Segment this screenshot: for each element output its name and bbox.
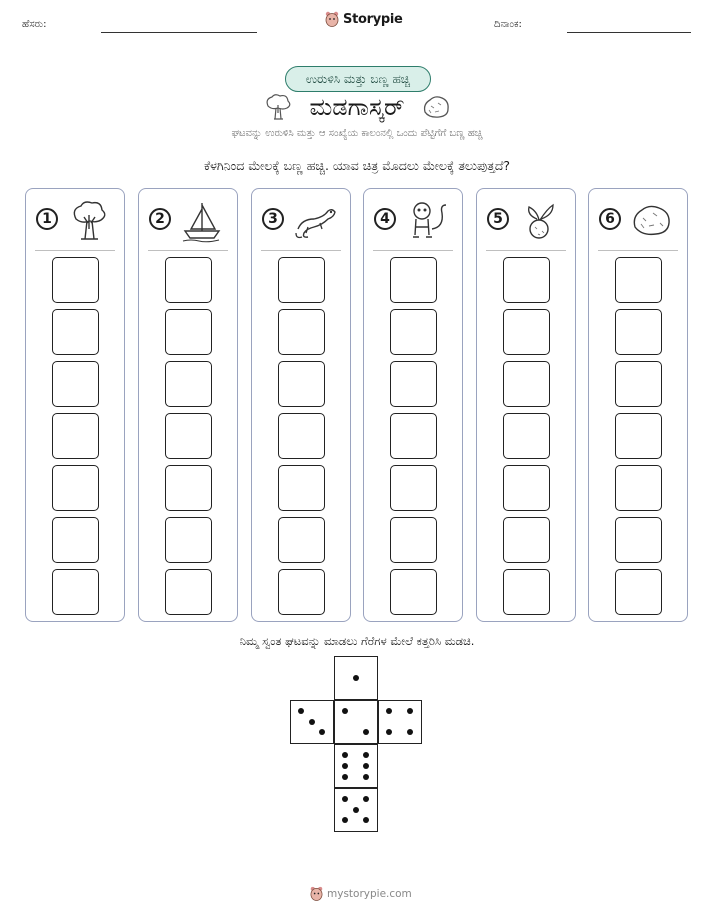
die-pip bbox=[363, 729, 369, 735]
color-box[interactable] bbox=[165, 413, 212, 459]
column-5 bbox=[476, 188, 576, 622]
die-pip bbox=[309, 719, 315, 725]
die-pip bbox=[363, 763, 369, 769]
die-face-5 bbox=[334, 788, 378, 832]
color-box[interactable] bbox=[278, 257, 325, 303]
color-box[interactable] bbox=[503, 361, 550, 407]
die-pip bbox=[342, 796, 348, 802]
column-number: 2 bbox=[149, 208, 171, 230]
color-box[interactable] bbox=[278, 413, 325, 459]
cut-instructions: ನಿಮ್ಮ ಸ್ವಂತ ಘಟವನ್ನು ಮಾಡಲು ಗೆರೆಗಳ ಮೇಲೆ ಕತ್ತರಿಸಿ ಮಡಚಿ. bbox=[239, 634, 475, 648]
color-box[interactable] bbox=[52, 361, 99, 407]
color-box[interactable] bbox=[165, 569, 212, 615]
sailboat-icon bbox=[179, 199, 225, 243]
die-pip bbox=[298, 708, 304, 714]
column-6 bbox=[588, 188, 688, 622]
date-line bbox=[567, 32, 691, 33]
color-box[interactable] bbox=[503, 309, 550, 355]
die-pip bbox=[342, 752, 348, 758]
die-face-3 bbox=[290, 700, 334, 744]
color-box[interactable] bbox=[278, 361, 325, 407]
color-box[interactable] bbox=[390, 361, 437, 407]
footer bbox=[310, 886, 412, 901]
date-label: ದಿನಾಂಕ: bbox=[494, 19, 522, 30]
die-face-6 bbox=[334, 744, 378, 788]
color-box[interactable] bbox=[615, 309, 662, 355]
color-box[interactable] bbox=[52, 569, 99, 615]
color-box[interactable] bbox=[165, 257, 212, 303]
die-net bbox=[290, 656, 424, 834]
baobab-tree-icon bbox=[263, 93, 293, 121]
column-number: 5 bbox=[487, 208, 509, 230]
die-pip bbox=[363, 752, 369, 758]
color-box[interactable] bbox=[165, 465, 212, 511]
rock-icon bbox=[629, 199, 675, 243]
column-number: 6 bbox=[599, 208, 621, 230]
color-box[interactable] bbox=[390, 517, 437, 563]
die-pip bbox=[363, 796, 369, 802]
color-box[interactable] bbox=[615, 413, 662, 459]
die-face-2 bbox=[334, 700, 378, 744]
die-pip bbox=[363, 817, 369, 823]
color-box[interactable] bbox=[165, 517, 212, 563]
column-number: 3 bbox=[262, 208, 284, 230]
color-box[interactable] bbox=[503, 465, 550, 511]
column-3 bbox=[251, 188, 351, 622]
color-box[interactable] bbox=[165, 309, 212, 355]
die-pip bbox=[342, 817, 348, 823]
storypie-mascot-icon bbox=[310, 886, 323, 901]
die-face-4 bbox=[378, 700, 422, 744]
color-box[interactable] bbox=[278, 517, 325, 563]
color-box[interactable] bbox=[52, 413, 99, 459]
color-box[interactable] bbox=[390, 413, 437, 459]
color-box[interactable] bbox=[278, 309, 325, 355]
color-box[interactable] bbox=[615, 465, 662, 511]
die-pip bbox=[407, 729, 413, 735]
color-box[interactable] bbox=[52, 309, 99, 355]
color-box[interactable] bbox=[615, 517, 662, 563]
color-box[interactable] bbox=[503, 517, 550, 563]
color-box[interactable] bbox=[390, 309, 437, 355]
column-1 bbox=[25, 188, 125, 622]
instructions: ಘಟವನ್ನು ಉರುಳಿಸಿ ಮತ್ತು ಆ ಸಂಖ್ಯೆಯ ಕಾಲಂನಲ್ಲಿ ಒಂದು ಪೆಟ್ಟಿಗೆಗೆ ಬಣ್ಣ ಹಚ್ಚಿ bbox=[231, 128, 483, 139]
chameleon-icon bbox=[292, 199, 338, 243]
color-box[interactable] bbox=[390, 465, 437, 511]
color-box[interactable] bbox=[390, 569, 437, 615]
color-box[interactable] bbox=[52, 257, 99, 303]
lemur-icon bbox=[404, 199, 450, 243]
page-title bbox=[0, 93, 714, 127]
color-box[interactable] bbox=[390, 257, 437, 303]
color-box[interactable] bbox=[503, 569, 550, 615]
rock-icon bbox=[421, 94, 451, 120]
column-number: 1 bbox=[36, 208, 58, 230]
lychee-fruit-icon bbox=[517, 199, 563, 243]
color-box[interactable] bbox=[503, 413, 550, 459]
brand-name: Storypie bbox=[343, 11, 403, 27]
color-box[interactable] bbox=[52, 517, 99, 563]
storypie-mascot-icon bbox=[325, 11, 339, 27]
brand-logo bbox=[325, 11, 403, 27]
question-text: ಕೆಳಗಿನಿಂದ ಮೇಲಕ್ಕೆ ಬಣ್ಣ ಹಚ್ಚಿ. ಯಾವ ಚಿತ್ರ ಮೊದಲು ಮೇಲಕ್ಕೆ ತಲುಪುತ್ತದೆ? bbox=[203, 158, 511, 173]
die-pip bbox=[353, 675, 359, 681]
footer-url: mystorypie.com bbox=[327, 887, 412, 900]
die-pip bbox=[353, 807, 359, 813]
die-pip bbox=[319, 729, 325, 735]
die-face-1 bbox=[334, 656, 378, 700]
column-4 bbox=[363, 188, 463, 622]
baobab-tree-icon bbox=[66, 199, 112, 243]
color-box[interactable] bbox=[615, 361, 662, 407]
name-label: ಹೆಸರು: bbox=[22, 19, 47, 30]
die-pip bbox=[386, 708, 392, 714]
color-box[interactable] bbox=[615, 257, 662, 303]
column-number: 4 bbox=[374, 208, 396, 230]
color-box[interactable] bbox=[278, 569, 325, 615]
die-pip bbox=[342, 708, 348, 714]
activity-badge: ಉರುಳಿಸಿ ಮತ್ತು ಬಣ್ಣ ಹಚ್ಚಿ bbox=[285, 66, 431, 92]
color-box[interactable] bbox=[615, 569, 662, 615]
title-text: ಮಡಗಾಸ್ಕರ್ bbox=[309, 93, 405, 121]
column-2 bbox=[138, 188, 238, 622]
die-pip bbox=[342, 774, 348, 780]
color-box[interactable] bbox=[278, 465, 325, 511]
color-box[interactable] bbox=[52, 465, 99, 511]
die-pip bbox=[386, 729, 392, 735]
die-pip bbox=[363, 774, 369, 780]
name-line bbox=[101, 32, 257, 33]
die-pip bbox=[407, 708, 413, 714]
die-pip bbox=[342, 763, 348, 769]
color-box[interactable] bbox=[503, 257, 550, 303]
color-box[interactable] bbox=[165, 361, 212, 407]
